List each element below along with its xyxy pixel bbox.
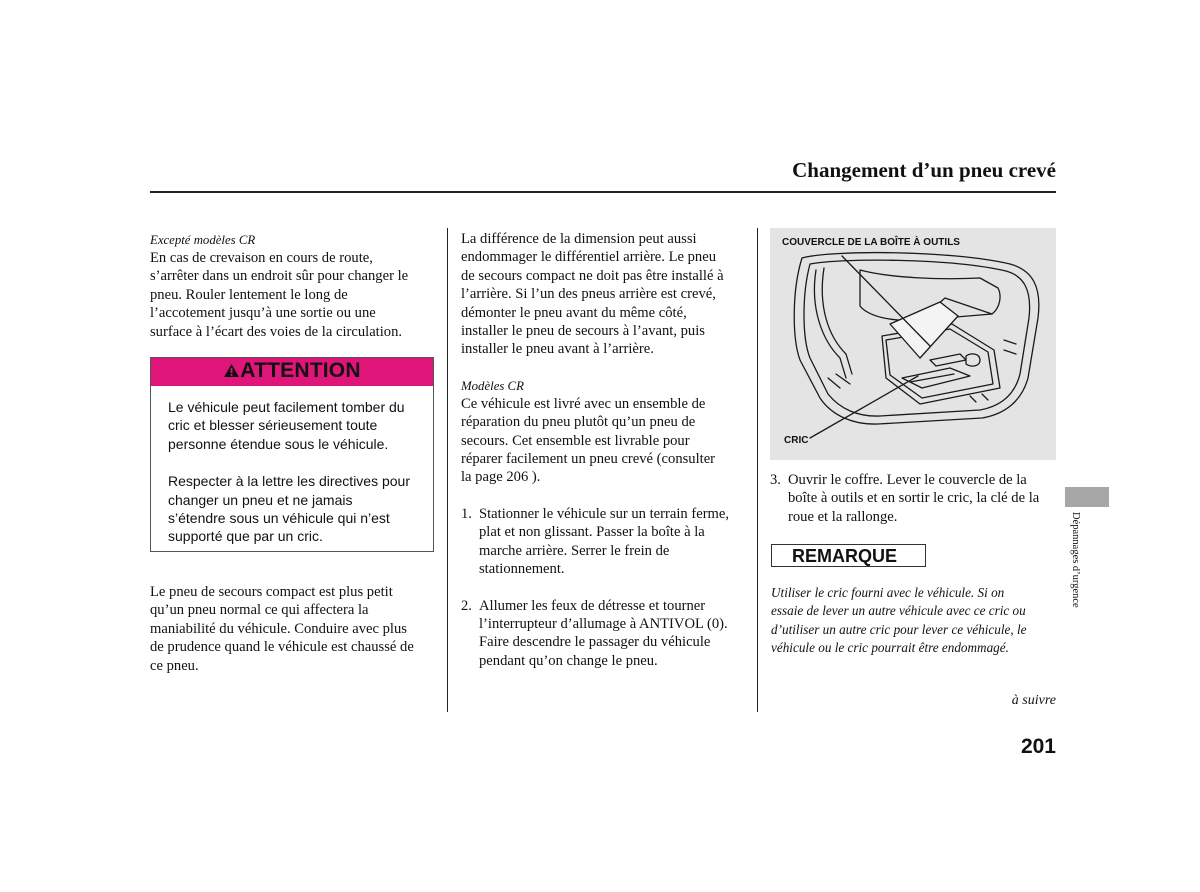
warning-header: [151, 358, 433, 386]
warning-p2-line-2: changer un pneu et ne jamais: [168, 491, 353, 508]
step-3-line-1: Ouvrir le coffre. Lever le couvercle de la: [788, 472, 1027, 488]
warning-p1-line-2: cric et blesser sérieusement toute: [168, 417, 378, 434]
step-1-number: 1.: [461, 505, 472, 522]
warning-p2-line-4: supporté que par un cric.: [168, 528, 323, 545]
mid-p2-line-3: secours. Cet ensemble est livrable pour: [461, 432, 690, 449]
mid-p1-line-4: l’arrière. Si l’un des pneus arrière est crevé,: [461, 286, 716, 303]
step-3-number: 3.: [770, 472, 781, 488]
warning-box: [150, 357, 434, 552]
page-title: Changement d’un pneu crevé: [792, 158, 1056, 182]
remark-text: [771, 584, 1061, 658]
intro-line-5: surface à l’écart des voies de la circulation.: [150, 323, 403, 340]
figure-label-toolbox-cover: COUVERCLE DE LA BOÎTE À OUTILS: [782, 237, 960, 248]
step-3: [770, 471, 1060, 526]
mid-p2-line-2: réparation du pneu plutôt qu’un pneu de: [461, 414, 696, 431]
mid-p2-line-1: Ce véhicule est livré avec un ensemble de: [461, 395, 706, 412]
intro-line-4: l’accotement jusqu’à une sortie ou une: [150, 305, 376, 322]
warning-p2-line-1: Respecter à la lettre les directives pour: [168, 473, 410, 490]
trunk-figure: [770, 228, 1056, 460]
step-1-line-2: plat et non glissant. Passer la boîte à la: [479, 524, 705, 541]
middle-column: [461, 230, 753, 670]
title-rule: [150, 191, 1056, 193]
spare-line-1: Le pneu de secours compact est plus petit: [150, 584, 393, 600]
step-2-line-3: Faire descendre le passager du véhicule: [479, 634, 711, 651]
warning-p1-line-1: Le véhicule peut facilement tomber du: [168, 399, 405, 415]
step-2-number: 2.: [461, 597, 472, 614]
trunk-illustration: [770, 228, 1056, 460]
subheading-except-cr: Excepté modèles CR: [150, 233, 256, 247]
mid-p1-line-5: démonter le pneu avant du même côté,: [461, 304, 687, 321]
left-column: [150, 232, 440, 341]
mid-p1-line-3: de secours compact ne doit pas être installé à: [461, 267, 724, 284]
continued-note: à suivre: [1011, 693, 1056, 708]
step-1: [461, 505, 753, 579]
step-1-line-1: Stationner le véhicule sur un terrain ferme,: [479, 505, 730, 522]
mid-p1-line-2: endommager le différentiel arrière. Le pneu: [461, 249, 716, 266]
warning-label: ATTENTION: [240, 359, 361, 382]
remark-line-2: essaie de lever un autre véhicule avec ce cric ou: [771, 603, 1026, 619]
remark-label: REMARQUE: [792, 546, 898, 566]
step-2-line-2: l’interrupteur d’allumage à ANTIVOL (0).: [479, 615, 728, 632]
figure-label-jack: CRIC: [784, 435, 809, 446]
mid-p2-line-4: réparer facilement un pneu crevé (consulter: [461, 451, 716, 468]
spare-line-5: ce pneu.: [150, 657, 199, 674]
mid-p2-line-5: la page 206 ).: [461, 469, 541, 486]
remark-line-4: véhicule ou le cric pourrait être endommagé.: [771, 640, 1009, 656]
section-side-text: Dépannages d’urgence: [1070, 512, 1081, 608]
mid-p1-line-7: installer le pneu avant à l’arrière.: [461, 341, 654, 358]
spare-line-3: maniabilité du véhicule. Conduire avec plus: [150, 620, 407, 637]
step-2-line-4: pendant qu’on change le pneu.: [479, 652, 658, 669]
warning-p2-line-3: s’étendre sous un véhicule qui n’est: [168, 510, 390, 527]
step-2: [461, 597, 753, 671]
spare-tire-note: [150, 583, 445, 675]
right-column-text: [770, 471, 1060, 526]
spare-line-4: de prudence quand le véhicule est chaussé de: [150, 639, 414, 656]
section-tab: [1065, 487, 1109, 507]
page-number: 201: [1020, 735, 1056, 758]
step-3-line-3: roue et la rallonge.: [788, 508, 898, 525]
section-side-label: [1068, 512, 1082, 642]
step-1-line-3: marche arrière. Serrer le frein de: [479, 542, 670, 559]
step-1-line-4: stationnement.: [479, 561, 565, 578]
spare-line-2: qu’un pneu normal ce qui affectera la: [150, 602, 369, 619]
remark-box: [771, 544, 926, 567]
step-3-line-2: boîte à outils et en sortir le cric, la clé de la: [788, 490, 1040, 507]
column-divider-2: [757, 228, 758, 712]
step-2-line-1: Allumer les feux de détresse et tourner: [479, 597, 706, 614]
mid-p1-line-6: installer le pneu de secours à l’avant, puis: [461, 323, 705, 340]
intro-line-1: En cas de crevaison en cours de route,: [150, 250, 373, 266]
warning-triangle-icon: [223, 363, 240, 378]
warning-p1-line-3: personne étendue sous le véhicule.: [168, 435, 389, 452]
remark-line-3: d’utiliser un autre cric pour lever ce véhicule, le: [771, 621, 1027, 637]
intro-line-3: pneu. Rouler lentement le long de: [150, 286, 348, 303]
warning-text: [168, 398, 426, 546]
mid-p1-line-1: La différence de la dimension peut aussi: [461, 231, 697, 247]
subheading-cr-models: Modèles CR: [461, 378, 524, 393]
remark-line-1: Utiliser le cric fourni avec le véhicule. Si on: [771, 585, 1005, 600]
intro-line-2: s’arrêter dans un endroit sûr pour changer le: [150, 268, 409, 285]
column-divider-1: [447, 228, 448, 712]
